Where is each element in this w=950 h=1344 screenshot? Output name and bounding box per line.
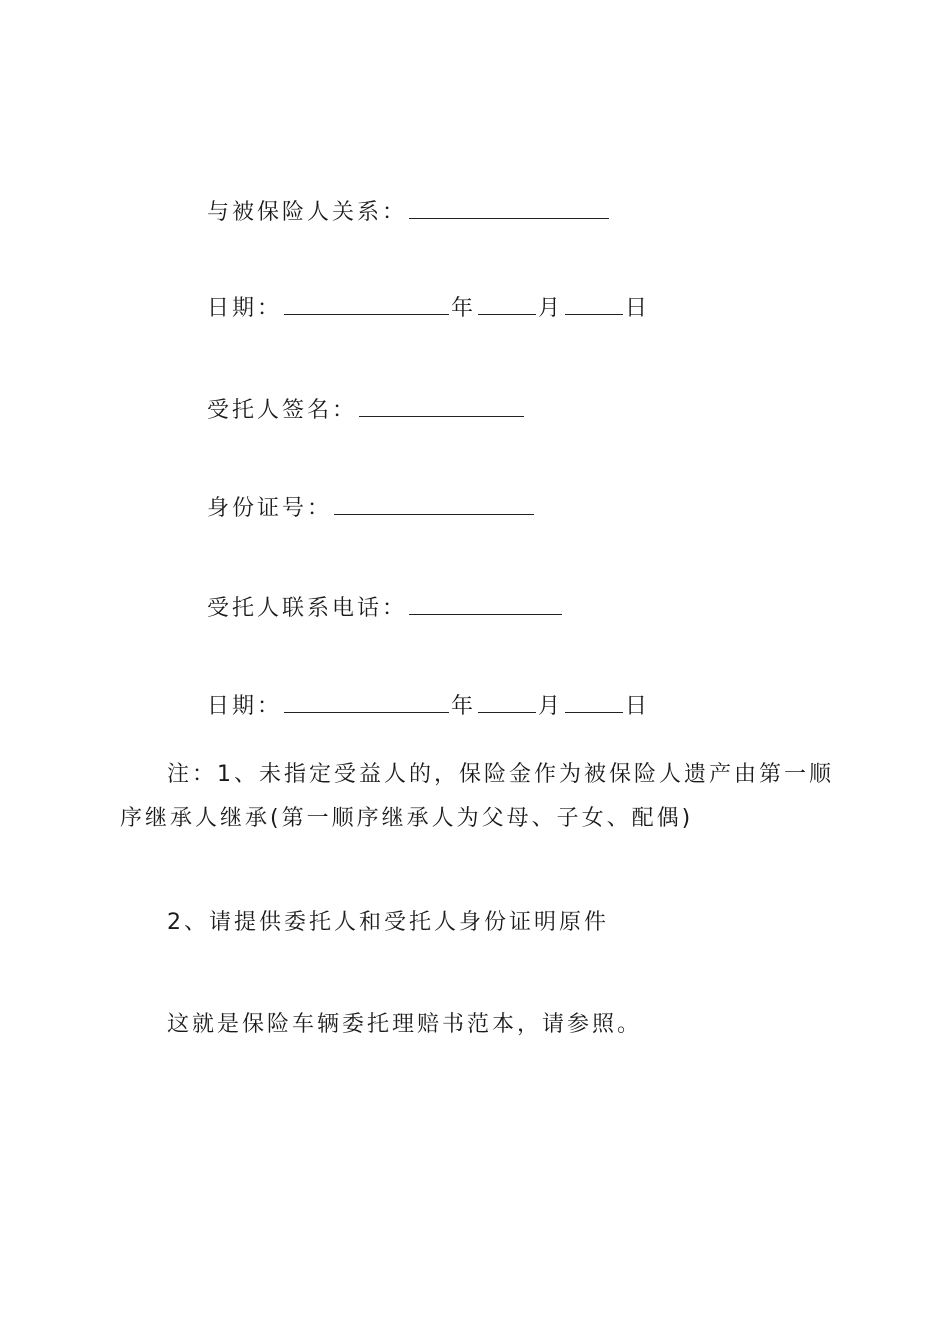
month-blank[interactable] — [478, 690, 536, 713]
month-label: 月 — [538, 296, 564, 321]
trustee-signature-blank[interactable] — [359, 394, 524, 417]
date-label: 日期： — [206, 296, 282, 321]
day-blank[interactable] — [565, 292, 623, 315]
month-label: 月 — [538, 694, 564, 719]
month-blank[interactable] — [478, 292, 536, 315]
id-number-label: 身份证号： — [206, 496, 332, 521]
trustee-signature-label: 受托人签名： — [206, 398, 357, 423]
year-label: 年 — [451, 296, 477, 321]
date-row-2 — [167, 660, 650, 752]
trustee-phone-row — [167, 562, 564, 654]
day-label: 日 — [625, 694, 651, 719]
date-label: 日期： — [206, 694, 282, 719]
day-label: 日 — [625, 296, 651, 321]
relationship-row — [167, 166, 611, 258]
date-row-1 — [167, 262, 650, 354]
trustee-phone-blank[interactable] — [409, 592, 562, 615]
note-2: 2、请提供委托人和受托人身份证明原件 — [167, 910, 609, 935]
trustee-signature-row — [167, 364, 526, 456]
day-blank[interactable] — [565, 690, 623, 713]
id-number-row — [167, 462, 536, 554]
closing-text: 这就是保险车辆委托理赔书范本，请参照。 — [167, 1012, 643, 1037]
relationship-label: 与被保险人关系： — [206, 200, 407, 225]
trustee-phone-label: 受托人联系电话： — [206, 596, 407, 621]
year-blank[interactable] — [284, 292, 449, 315]
note-1: 注：1、未指定受益人的，保险金作为被保险人遗产由第一顺序继承人继承(第一顺序继承人为父母、子女、配偶) — [120, 762, 834, 831]
id-number-blank[interactable] — [334, 492, 534, 515]
year-label: 年 — [451, 694, 477, 719]
year-blank[interactable] — [284, 690, 449, 713]
relationship-blank[interactable] — [409, 196, 609, 219]
